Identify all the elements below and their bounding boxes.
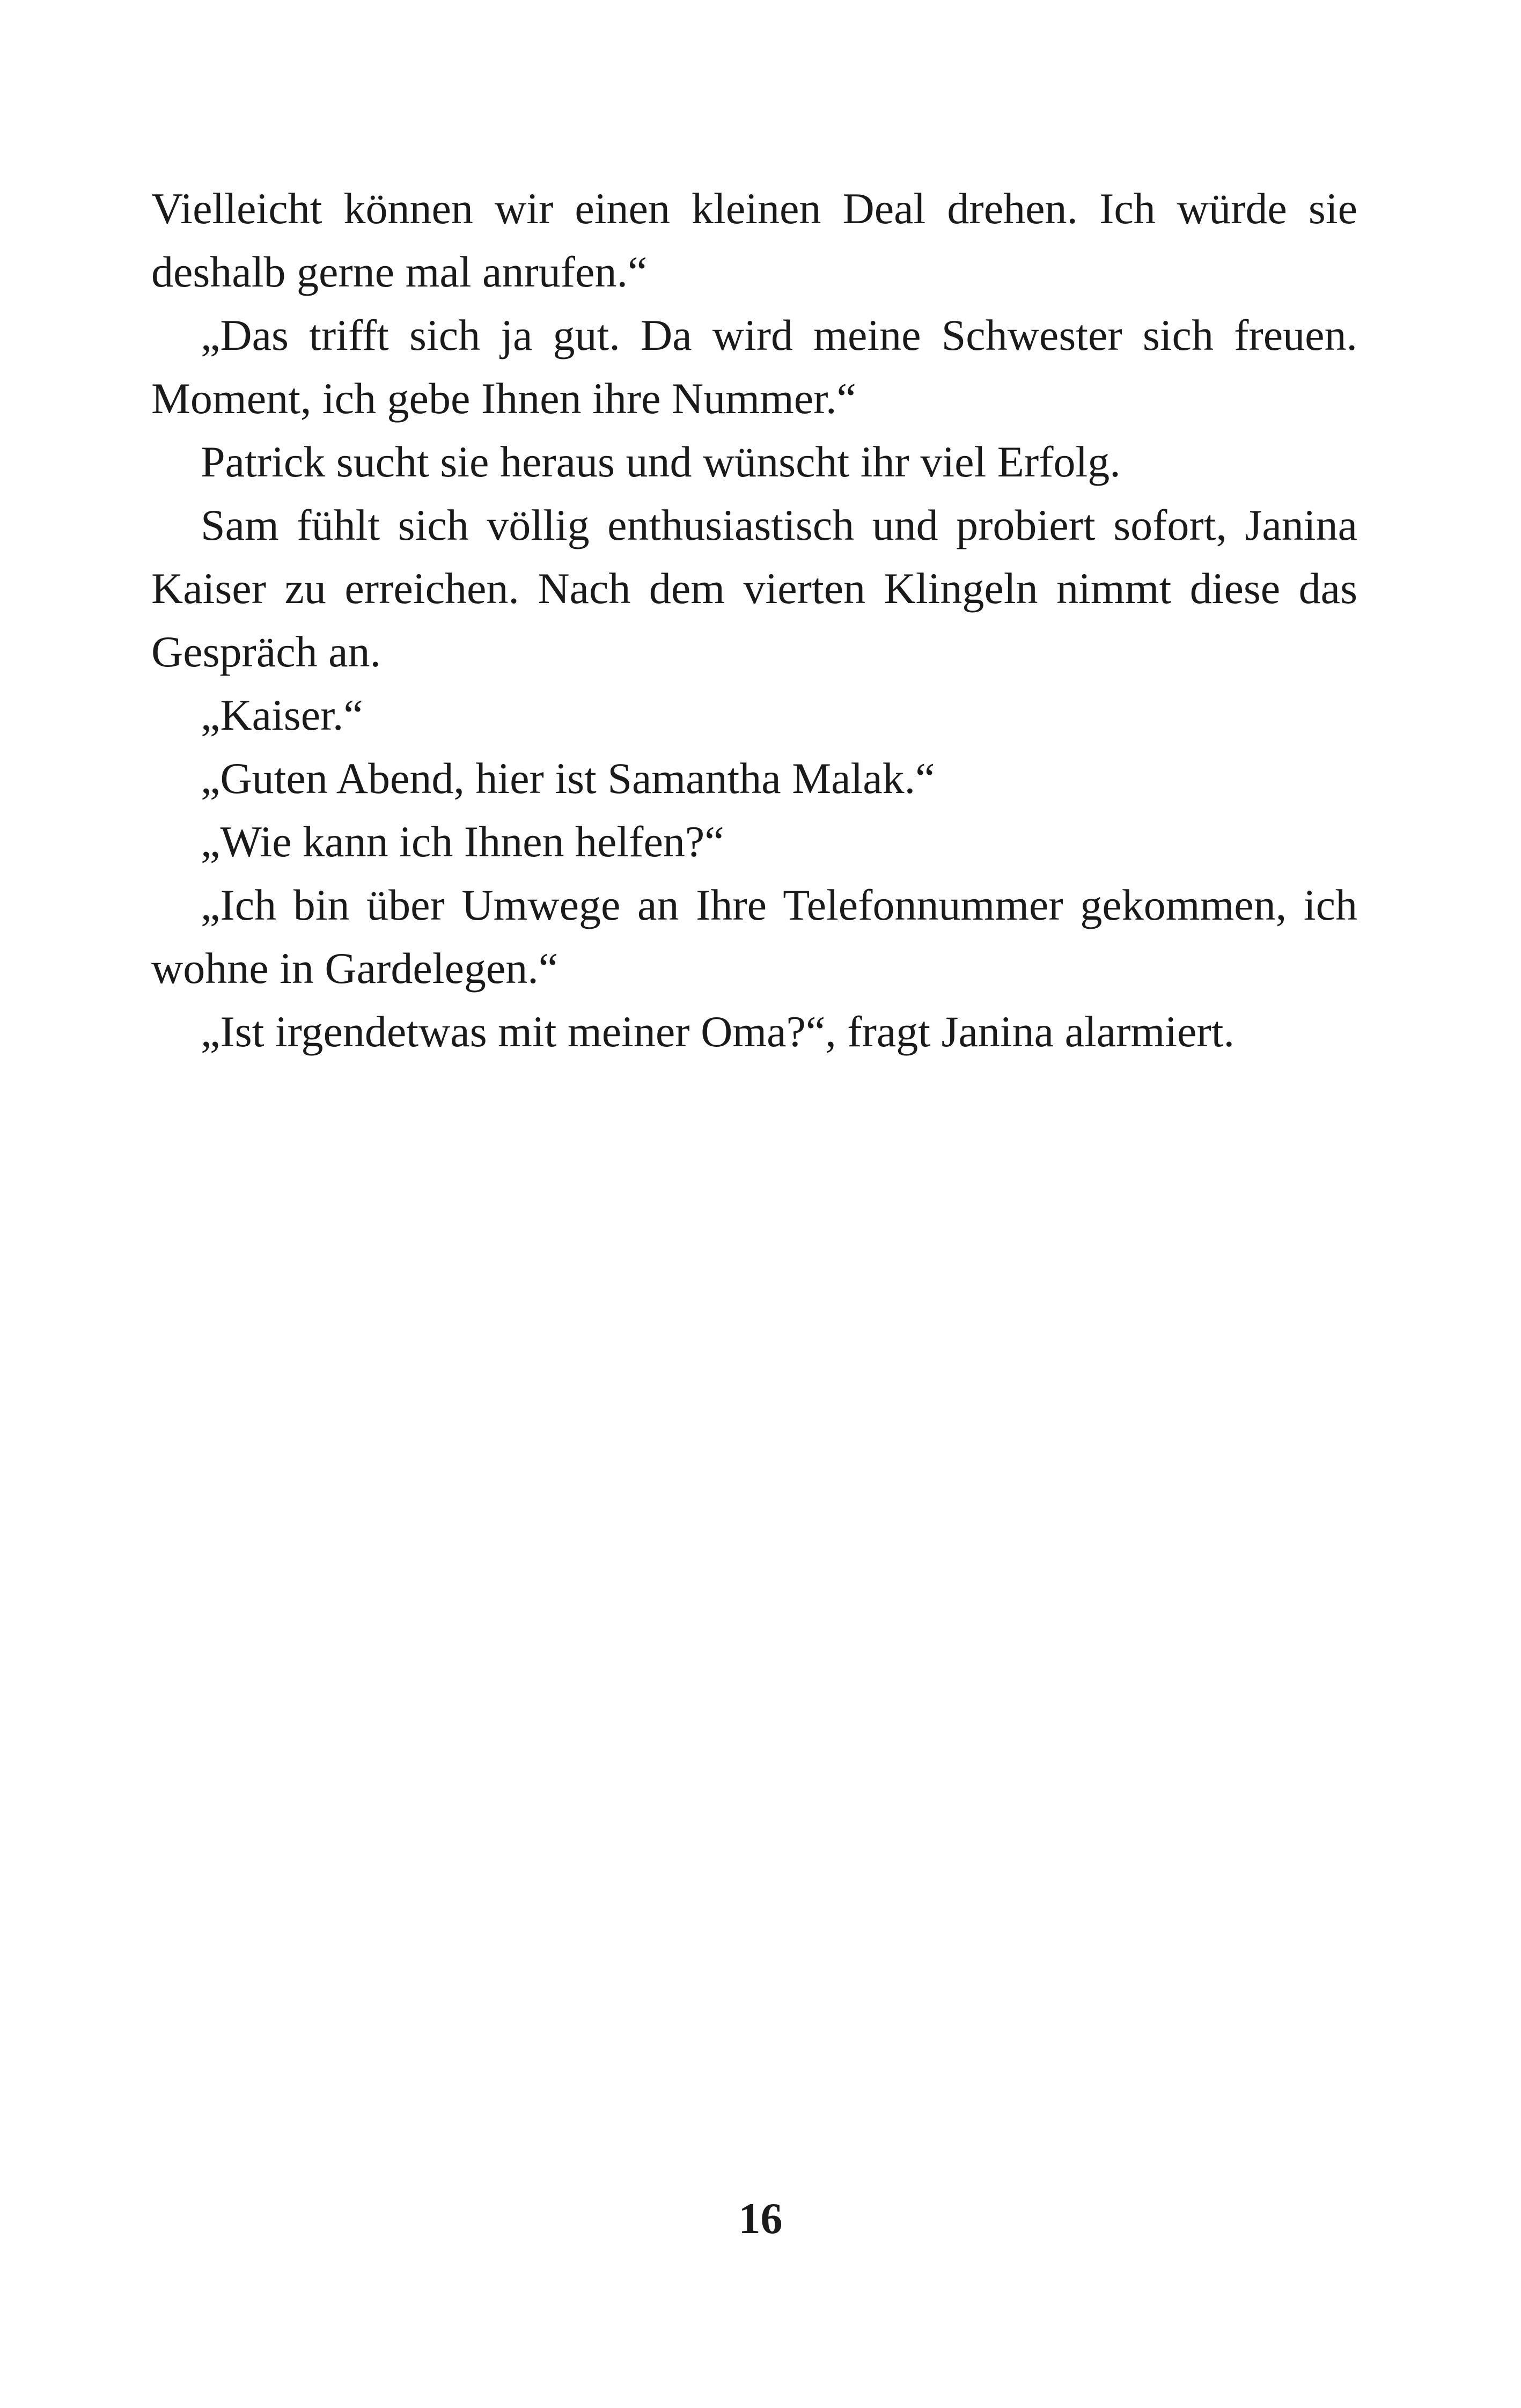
paragraph-7: „Wie kann ich Ihnen helfen?“	[201, 817, 724, 866]
paragraph-9: „Ist irgendetwas mit meiner Oma?“, fragt Janina alarmiert.	[201, 1007, 1235, 1056]
paragraph-3: Patrick sucht sie heraus und wünscht ihr viel Erfolg.	[201, 437, 1121, 486]
page-number: 16	[738, 2194, 783, 2243]
paragraph-4: Sam fühlt sich völlig enthusiastisch und probiert sofort, Janina Kaiser zu erreichen. Nach dem vierten Klingeln nimmt diese das Gespräch an.	[151, 501, 1357, 676]
paragraph-8: „Ich bin über Umwege an Ihre Telefonnummer gekommen, ich wohne in Gardelegen.“	[151, 880, 1357, 993]
paragraph-2: „Das trifft sich ja gut. Da wird meine Schwester sich freuen. Moment, ich gebe Ihnen ihre Nummer.“	[151, 311, 1357, 423]
body-text	[151, 177, 1357, 1063]
paragraph-6: „Guten Abend, hier ist Samantha Malak.“	[201, 754, 935, 803]
paragraph-5: „Kaiser.“	[201, 691, 363, 739]
paragraph-1: Vielleicht können wir einen kleinen Deal drehen. Ich würde sie deshalb gerne mal anrufen.“	[151, 184, 1357, 296]
